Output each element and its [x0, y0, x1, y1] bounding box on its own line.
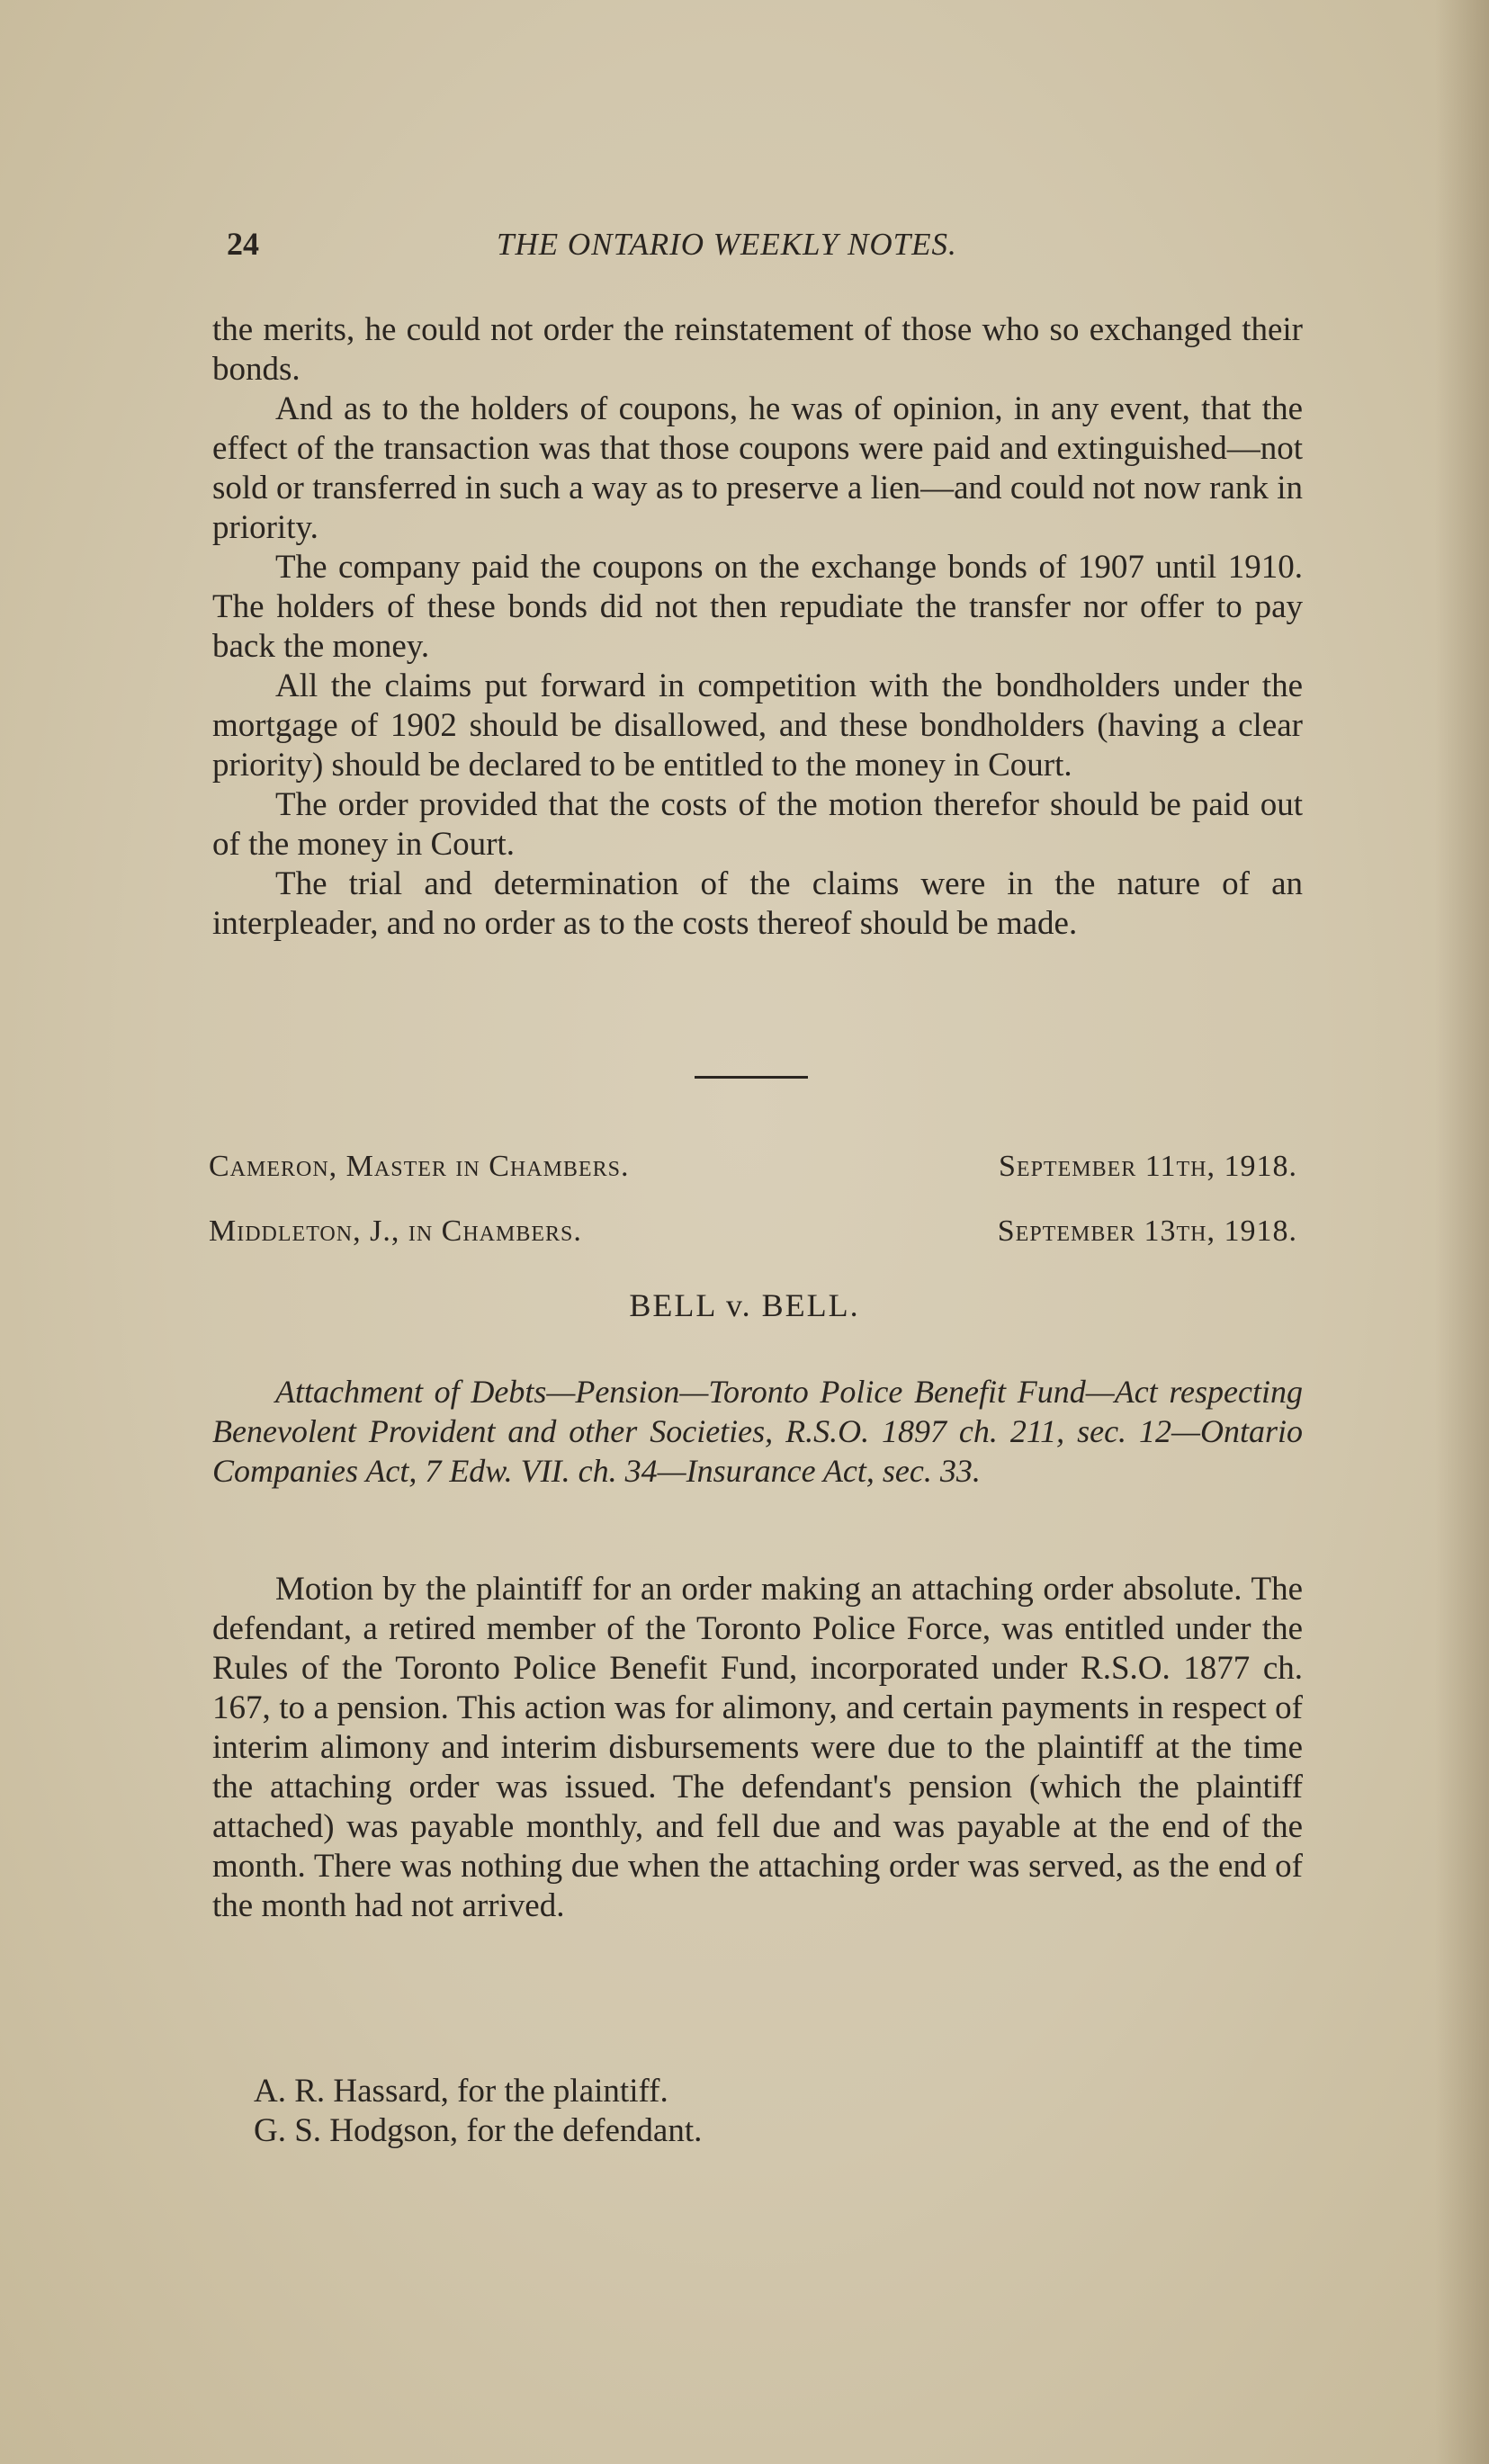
motion-text — [212, 1570, 1303, 1926]
counsel-line: G. S. Hodgson, for the defendant. — [254, 2112, 703, 2149]
counsel-line: A. R. Hassard, for the plaintiff. — [254, 2073, 668, 2110]
decision-date: September 11th, 1918. — [999, 1150, 1297, 1183]
paragraph: The trial and determination of the claims were in the nature of an interpleader, and no order as to the costs thereof should be made. — [212, 865, 1303, 942]
judge-name: Middleton, J., in Chambers. — [209, 1214, 582, 1248]
previous-case-text — [212, 310, 1303, 944]
paragraph: The order provided that the costs of the motion therefor should be paid out of the money in Court. — [212, 786, 1303, 863]
page-number: 24 — [227, 226, 259, 262]
paragraph: The company paid the coupons on the exchange bonds of 1907 until 1910. The holders of these bonds did not then repudiate the transfer nor offer to pay back the money. — [212, 549, 1303, 665]
paragraph: the merits, he could not order the reinstatement of those who so exchanged their bonds. — [212, 311, 1303, 388]
paragraph: Motion by the plaintiff for an order making an attaching order absolute. The defendant, a retired member of the Toronto Police Force, was entitled under the Rules of the Toronto Police Benefit Fund, incorporated under R.S.O. 1877 ch. 167, to a pension. This action was for alimony, and certain payments in respect of interim alimony and interim disbursements were due to the plaintiff at the time the attaching order was issued. The defendant's pension (which the plaintiff attached) was payable monthly, and fell due and was payable at the end of the month. There was nothing due when the attaching order was served, as the end of the month had not arrived. — [212, 1571, 1303, 1924]
bench-line — [209, 1214, 1297, 1256]
page-header — [227, 225, 1306, 270]
running-title: THE ONTARIO WEEKLY NOTES. — [497, 227, 957, 262]
section-divider — [695, 1076, 808, 1079]
decision-date: September 13th, 1918. — [997, 1214, 1297, 1248]
case-title: BELL v. BELL. — [629, 1287, 860, 1323]
paragraph: And as to the holders of coupons, he was of opinion, in any event, that the effect of the transaction was that those coupons were paid and extinguished—not sold or transferred in such a way as to preserve a lien—and could not now rank in priority. — [212, 390, 1303, 546]
paragraph: All the claims put forward in competition with the bondholders under the mortgage of 1902 should be disallowed, and these bondholders (having a clear priority) should be declared to be entitled to the money in Court. — [212, 668, 1303, 784]
judge-name: Cameron, Master in Chambers. — [209, 1150, 630, 1183]
page-edge-shadow — [1435, 0, 1489, 2464]
case-headnote: Attachment of Debts—Pension—Toronto Police Benefit Fund—Act respecting Benevolent Provident and other Societies, R.S.O. 1897 ch. 211, sec. 12—Ontario Companies Act, 7 Edw. VII. ch. 34—Insurance Act, sec. 33. — [212, 1374, 1303, 1489]
bench-line — [209, 1150, 1297, 1191]
